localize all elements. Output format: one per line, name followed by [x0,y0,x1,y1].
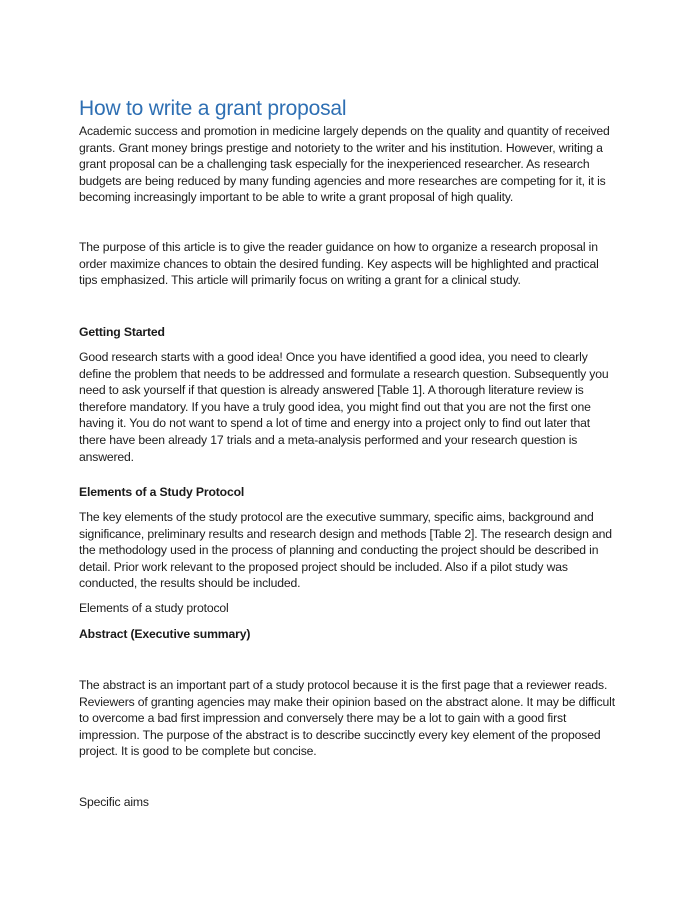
elements-paragraph [79,509,619,592]
purpose-paragraph [79,239,619,289]
purpose-paragraph-text: The purpose of this article is to give the reader guidance on how to organize a research proposal in order maximize chances to obtain the desired funding. Key aspects will be highlighted and practical tips emphasized. This article will primarily focus on writing a grant for a clinical study. [79,240,599,288]
heading-getting-started: Getting Started [79,325,165,339]
heading-abstract: Abstract (Executive summary) [79,627,251,641]
elements-text: The key elements of the study protocol are the executive summary, specific aims, background and significance, preliminary results and research design and methods [Table 2]. The research design and the methodology used in the process of planning and conducting the project should be described in detail. Prior work relevant to the proposed project should be included. Also if a pilot study was conducted, the results should be included. [79,510,612,591]
heading-specific-aims: Specific aims [79,795,149,809]
getting-started-paragraph [79,349,619,465]
document-title: How to write a grant proposal [79,97,347,120]
intro-paragraph-text: Academic success and promotion in medicine largely depends on the quality and quantity of received grants. Grant money brings prestige and notoriety to the writer and his institution. However, writing a grant proposal can be a challenging task especially for the inexperienced researcher. As research budgets are being reduced by many funding agencies and more researches are competing for it, it is becoming increasingly important to be able to write a grant proposal of high quality. [79,124,610,205]
intro-paragraph [79,123,619,206]
getting-started-text: Good research starts with a good idea! Once you have identified a good idea, you need to clearly define the problem that needs to be addressed and formulate a research question. Subsequently you need to ask yourself if that question is already answered [Table 1]. A thorough literature review is therefore mandatory. If you have a truly good idea, you might find out that you are not the first one having it. You do not want to spend a lot of time and energy into a project only to find out later that there have been already 17 trials and a meta-analysis performed and your research question is answered. [79,350,609,464]
abstract-paragraph [79,677,619,760]
heading-elements-of-study-protocol: Elements of a Study Protocol [79,485,245,499]
abstract-text: The abstract is an important part of a study protocol because it is the first page that a reviewer reads. Reviewers of granting agencies may make their opinion based on the abstract alone. It may be difficult to overcome a bad first impression and conversely there may be a lot to gain with a good first impression. The purpose of the abstract is to describe succinctly every key element of the proposed project. It is good to be complete but concise. [79,678,615,759]
elements-caption: Elements of a study protocol [79,601,229,615]
